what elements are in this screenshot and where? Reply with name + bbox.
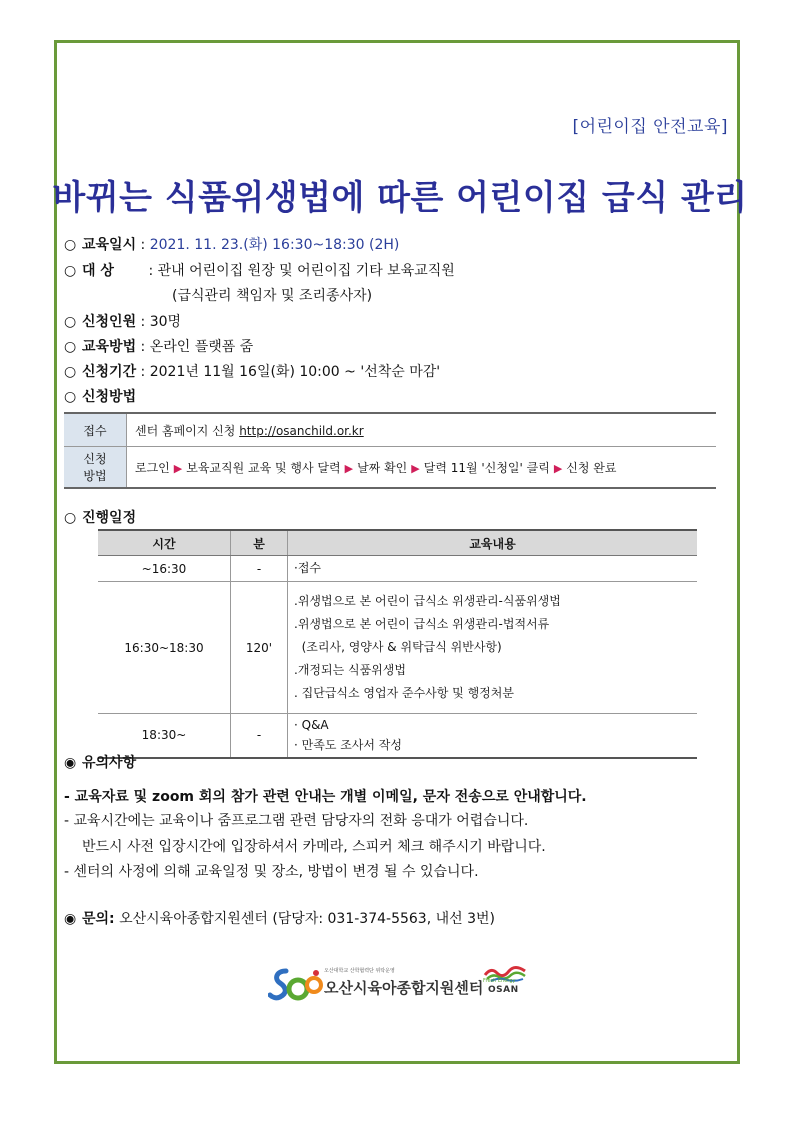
info-count-key: 신청인원 <box>82 314 137 330</box>
row1-content: ·접수 <box>288 556 698 582</box>
logo-name: 오산시육아종합지원센터 <box>324 979 484 997</box>
osan-city-name: OSAN <box>488 985 519 995</box>
homepage-link[interactable]: http://osanchild.or.kr <box>239 423 364 438</box>
col-header-time: 시간 <box>98 530 231 556</box>
step-5: 신청 완료 <box>566 460 617 475</box>
info-period-value: 2021년 11월 16일(화) 10:00 ~ '선착순 마감' <box>149 364 441 380</box>
apply-reception-cell <box>127 413 717 447</box>
info-date-key: 교육일시 <box>82 237 137 253</box>
table-row <box>98 582 697 714</box>
logo-subtext: 오산대학교 산학협력단 위탁운영 <box>324 968 395 974</box>
schedule-header-row <box>98 530 697 556</box>
apply-table <box>64 412 716 489</box>
notes-heading: ◉ 유의사항 <box>64 755 137 771</box>
table-row <box>98 556 697 582</box>
apply-steps <box>127 447 717 489</box>
step-3: 날짜 확인 <box>357 460 408 475</box>
info-target-key: 대 상 <box>82 263 114 279</box>
step-4: 달력 11월 '신청일' 클릭 <box>423 460 550 475</box>
row1-minutes: - <box>231 556 288 582</box>
contact-value: 오산시육아종합지원센터 (담당자: 031-374-5563, 내선 3번) <box>119 911 495 927</box>
row2-minutes: 120' <box>231 582 288 714</box>
row2-content: .위생법으로 본 어린이 급식소 위생관리-식품위생법 .위생법으로 본 어린이 급식소 위생관리-법적서류 (조리사, 영양사 & 위탁급식 위반사항) .개정되는 식품위생법 . 집단급식소 영업자 준수사항 및 행정처분 <box>288 582 698 714</box>
apply-row-reception <box>64 413 716 447</box>
info-target-value-2: (급식관리 책임자 및 조리종사자) <box>172 288 373 304</box>
info-method-value: 온라인 플랫폼 줌 <box>149 339 254 355</box>
table-row <box>98 714 697 758</box>
info-period: ○ 신청기간 : 2021년 11월 16일(화) 10:00 ~ '선착순 마감' <box>64 364 441 380</box>
arrow-right-icon: ▶ <box>553 461 563 475</box>
apply-row-method <box>64 447 716 489</box>
apply-reception-text: 센터 홈페이지 신청 <box>135 423 236 438</box>
info-count-value: 30명 <box>149 314 182 330</box>
info-apply-key: 신청방법 <box>82 389 137 405</box>
info-date-value: 2021. 11. 23.(화) 16:30~18:30 (2H) <box>149 237 400 253</box>
row1-time: ~16:30 <box>98 556 231 582</box>
center-logo <box>268 965 538 1005</box>
row3-minutes: - <box>231 714 288 758</box>
contact-key: 문의: <box>82 911 115 927</box>
osan-tagline: Fresh Energy <box>483 978 516 984</box>
arrow-right-icon: ▶ <box>411 461 420 475</box>
step-1: 로그인 <box>135 460 170 475</box>
col-header-minutes: 분 <box>231 530 288 556</box>
apply-reception-label: 접수 <box>64 413 127 447</box>
arrow-right-icon: ▶ <box>344 461 354 475</box>
note-line-1: - 교육자료 및 zoom 회의 참가 관련 안내는 개별 이메일, 문자 전송으로 안내합니다. <box>64 789 587 805</box>
center-logo-icon <box>268 965 324 1005</box>
contact: ◉ 문의: 오산시육아종합지원센터 (담당자: 031-374-5563, 내선 3번) <box>64 911 495 927</box>
info-date: ○ 교육일시 : 2021. 11. 23.(화) 16:30~18:30 (2H) <box>64 237 400 253</box>
note-line-2: - 교육시간에는 교육이나 줌프로그램 관련 담당자의 전화 응대가 어렵습니다. <box>64 813 529 829</box>
apply-method-label: 신청 방법 <box>64 447 127 489</box>
step-2: 보육교직원 교육 및 행사 달력 <box>186 460 341 475</box>
row2-time: 16:30~18:30 <box>98 582 231 714</box>
info-method-key: 교육방법 <box>82 339 137 355</box>
info-count: ○ 신청인원 : 30명 <box>64 314 182 330</box>
info-method: ○ 교육방법 : 온라인 플랫폼 줌 <box>64 339 254 355</box>
note-line-4: - 센터의 사정에 의해 교육일정 및 장소, 방법이 변경 될 수 있습니다. <box>64 864 479 880</box>
schedule-heading: ○ 진행일정 <box>64 510 137 526</box>
info-period-key: 신청기간 <box>82 364 137 380</box>
col-header-content: 교육내용 <box>288 530 698 556</box>
info-target: ○ 대 상 : 관내 어린이집 원장 및 어린이집 기타 보육교직원 <box>64 260 455 280</box>
note-line-3: 반드시 사전 입장시간에 입장하셔서 카메라, 스피커 체크 해주시기 바랍니다. <box>82 839 546 855</box>
page-title: 바뀌는 식품위생법에 따른 어린이집 급식 관리 <box>52 178 748 218</box>
info-target-value: 관내 어린이집 원장 및 어린이집 기타 보육교직원 <box>157 263 455 279</box>
row3-content: · Q&A · 만족도 조사서 작성 <box>288 714 698 758</box>
row3-time: 18:30~ <box>98 714 231 758</box>
category-label: [어린이집 안전교육] <box>572 117 728 137</box>
schedule-table <box>98 529 697 759</box>
arrow-right-icon: ▶ <box>173 461 183 475</box>
info-apply: ○ 신청방법 <box>64 389 137 405</box>
